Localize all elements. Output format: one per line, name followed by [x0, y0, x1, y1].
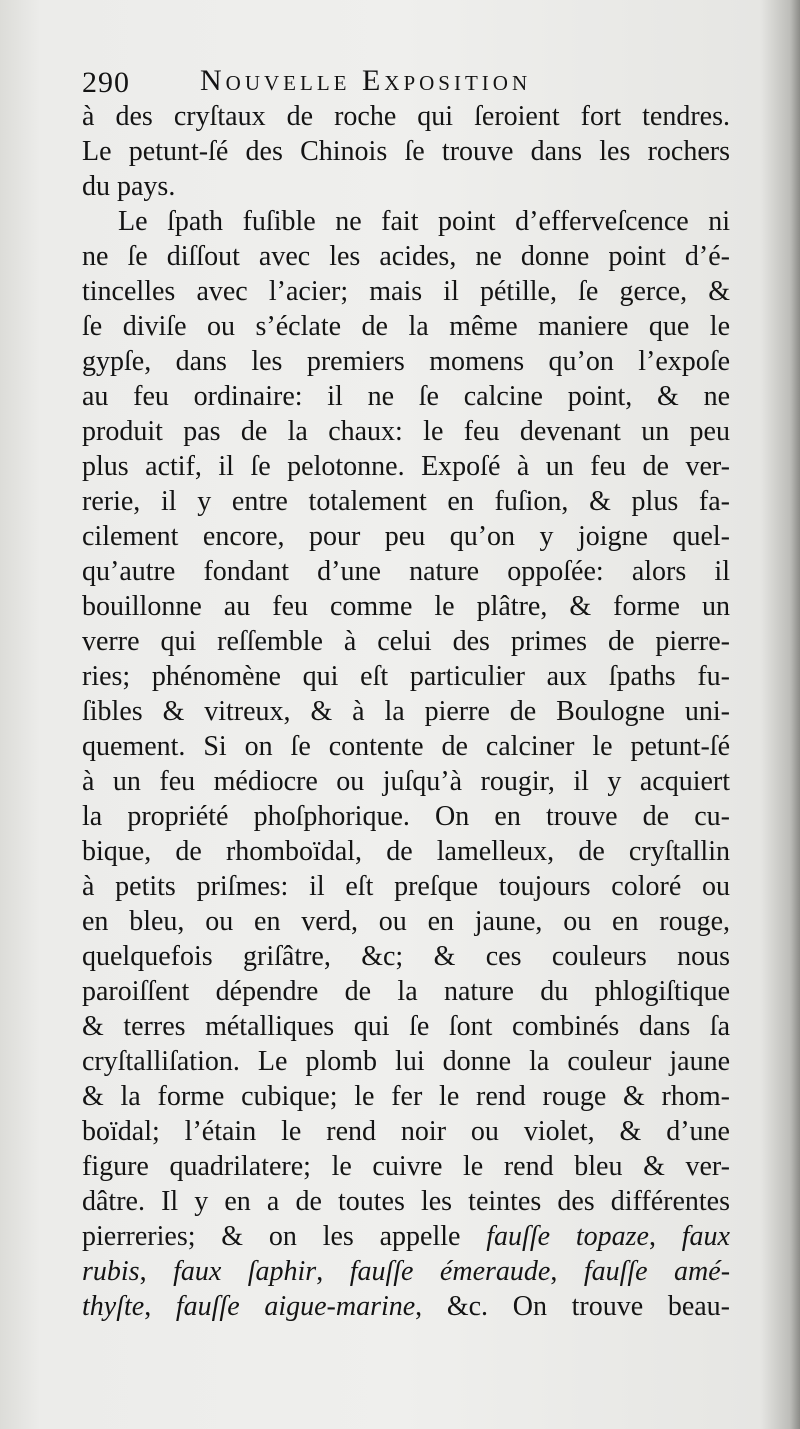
text-segment: bouillonne au feu comme le plâtre, & forme un	[82, 591, 730, 622]
text-segment: ,	[144, 1291, 176, 1322]
text-segment: quement. Si on ſe contente de calciner le petunt-ſé	[82, 731, 730, 762]
italic-text: fauſſe topaze	[486, 1221, 649, 1252]
text-line	[82, 99, 730, 134]
text-line	[82, 1079, 730, 1114]
text-segment: bique, de rhomboïdal, de lamelleux, de cryſtallin	[82, 836, 730, 867]
text-line	[82, 1009, 730, 1044]
text-line	[82, 134, 730, 169]
text-line	[82, 904, 730, 939]
text-segment: ,	[550, 1256, 584, 1287]
text-segment: Le petunt-ſé des Chinois ſe trouve dans les rochers	[82, 136, 730, 167]
text-line	[82, 344, 730, 379]
text-line	[82, 624, 730, 659]
text-line	[82, 694, 730, 729]
text-line	[82, 1219, 730, 1254]
italic-text: faux ſaphir	[173, 1256, 317, 1287]
text-line	[82, 1044, 730, 1079]
text-line	[82, 309, 730, 344]
text-line	[82, 169, 730, 204]
italic-text: fauſſe amé-	[583, 1256, 731, 1287]
text-line	[82, 834, 730, 869]
text-segment: gypſe, dans les premiers momens qu’on l’expoſe	[82, 346, 730, 377]
italic-text: thyſte	[82, 1291, 145, 1322]
text-segment: dâtre. Il y en a de toutes les teintes des différentes	[82, 1186, 730, 1217]
text-segment: figure quadrilatere; le cuivre le rend bleu & ver-	[82, 1151, 730, 1182]
text-segment: Le ſpath fuſible ne fait point d’effervеſcence ni	[118, 206, 730, 237]
text-segment: plus actif, il ſe pelotonne. Expoſé à un feu de ver-	[82, 451, 730, 482]
text-segment: , &c. On trouve beau-	[415, 1291, 730, 1322]
text-segment: qu’autre fondant d’une nature oppoſée: alors il	[82, 556, 730, 587]
text-line	[82, 1184, 730, 1219]
text-segment: ſe diviſe ou s’éclate de la même maniere que le	[82, 311, 730, 342]
text-segment: ſibles & vitreux, & à la pierre de Boulogne uni-	[82, 696, 730, 727]
text-line	[82, 449, 730, 484]
text-segment: produit pas de la chaux: le feu devenant un peu	[82, 416, 730, 447]
text-line	[82, 1289, 730, 1324]
text-segment: ries; phénomène qui eſt particulier aux ſpaths fu-	[82, 661, 730, 692]
text-line	[82, 519, 730, 554]
text-segment: en bleu, ou en verd, ou en jaune, ou en rouge,	[82, 906, 730, 937]
text-segment: rerie, il y entre totalement en fuſion, & plus fa-	[82, 486, 730, 517]
text-line	[82, 729, 730, 764]
text-line	[82, 1149, 730, 1184]
text-segment: & la forme cubique; le fer le rend rouge & rhom-	[82, 1081, 730, 1112]
text-line	[82, 869, 730, 904]
text-line	[82, 1114, 730, 1149]
text-segment: à petits priſmes: il eſt preſque toujours coloré ou	[82, 871, 730, 902]
text-line	[82, 204, 730, 239]
text-segment: du pays.	[82, 171, 176, 202]
text-line	[82, 799, 730, 834]
text-segment: ,	[316, 1256, 350, 1287]
text-segment: à un feu médiocre ou juſqu’à rougir, il y acquiert	[82, 766, 730, 797]
text-line	[82, 484, 730, 519]
text-segment: au feu ordinaire: il ne ſe calcine point, & ne	[82, 381, 730, 412]
text-segment: paroiſſent dépendre de la nature du phlogiſtique	[82, 976, 730, 1007]
text-segment: verre qui reſſemble à celui des primes de pierre-	[82, 626, 730, 657]
text-line	[82, 274, 730, 309]
italic-text: fauſſe émeraude	[349, 1256, 551, 1287]
text-line	[82, 974, 730, 1009]
text-line	[82, 1254, 730, 1289]
page-number: 290	[82, 66, 130, 99]
text-segment: cilement encore, pour peu qu’on y joigne quel-	[82, 521, 730, 552]
text-line	[82, 764, 730, 799]
text-line	[82, 414, 730, 449]
text-segment: pierreries; & on les appelle	[82, 1221, 487, 1252]
text-segment: ne ſe diſſout avec les acides, ne donne point d’é-	[82, 241, 730, 272]
text-line	[82, 554, 730, 589]
italic-text: fauſſe aigue-marine	[175, 1291, 416, 1322]
text-segment: tincelles avec l’acier; mais il pétille, ſe gerce, &	[82, 276, 730, 307]
text-segment: quelquefois griſâtre, &c; & ces couleurs nous	[82, 941, 730, 972]
text-line	[82, 239, 730, 274]
text-line	[82, 589, 730, 624]
text-segment: & terres métalliques qui ſe ſont combinés dans ſa	[82, 1011, 730, 1042]
running-title: Nouvelle Exposition	[200, 64, 532, 97]
text-segment: cryſtalliſation. Le plomb lui donne la couleur jaune	[82, 1046, 730, 1077]
text-segment: ,	[648, 1221, 682, 1252]
text-segment: ,	[139, 1256, 174, 1287]
body-text	[82, 99, 730, 1324]
italic-text: rubis	[82, 1256, 140, 1287]
italic-text: faux	[681, 1221, 730, 1252]
text-segment: la propriété phoſphorique. On en trouve de cu-	[82, 801, 730, 832]
text-line	[82, 939, 730, 974]
text-segment: boïdal; l’étain le rend noir ou violet, & d’une	[82, 1116, 730, 1147]
text-segment: à des cryſtaux de roche qui ſeroient fort tendres.	[82, 101, 730, 132]
page-header	[82, 62, 722, 102]
text-line	[82, 659, 730, 694]
text-line	[82, 379, 730, 414]
